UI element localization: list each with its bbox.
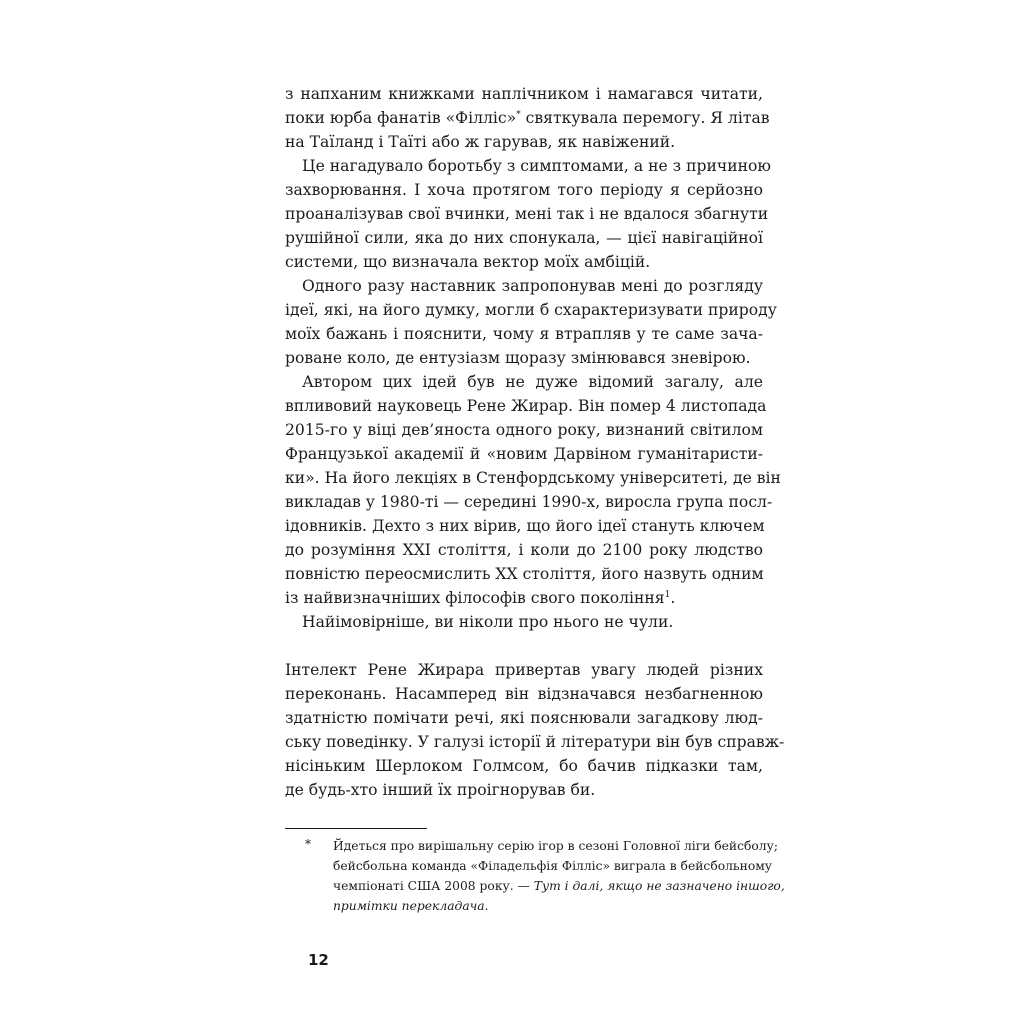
text-line: повністю переосмислить XX століття, його назвуть одним	[285, 565, 764, 583]
footnote-mark: *	[305, 837, 311, 851]
text-line: рушійної сили, яка до них спонукала, — цієї навігаційної	[285, 229, 763, 247]
text-line: Французької академії й «новим Дарвіном гуманітаристи-	[285, 445, 763, 463]
text-line: поки юрба фанатів «Філліс»* святкувала перемогу. Я літав	[285, 109, 770, 127]
text-line: на Таїланд і Таїті або ж гарував, як навіжений.	[285, 133, 676, 151]
text-line: роване коло, де ентузіазм щоразу змінювався зневірою.	[285, 349, 751, 367]
footnote-divider	[285, 828, 427, 829]
text-line: де будь-хто інший їх проігнорував би.	[285, 781, 596, 799]
text-line: 2015-го у віці дев’яноста одного року, визнаний світилом	[285, 421, 763, 439]
footnote-line: бейсбольна команда «Філадельфія Філліс» виграла в бейсбольному	[333, 859, 773, 873]
text-line: Одного разу наставник запропонував мені до розгляду	[302, 277, 763, 295]
text-line: ки». На його лекціях в Стенфордському університеті, де він	[285, 469, 781, 487]
page-number: 12	[308, 951, 329, 969]
text-line: Інтелект Рене Жирара привертав увагу людей різних	[285, 661, 763, 679]
text-line: ську поведінку. У галузі історії й літератури він був справж-	[285, 733, 785, 751]
text-line: здатністю помічати речі, які пояснювали загадкову люд-	[285, 709, 763, 727]
text-line: проаналізував свої вчинки, мені так і не вдалося збагнути	[285, 205, 769, 223]
text-line: ідеї, які, на його думку, могли б схарактеризувати природу	[285, 301, 777, 319]
footnote-ref: *	[516, 110, 521, 120]
text-line: моїх бажань і пояснити, чому я втрапляв у те саме зача-	[285, 325, 763, 343]
footnote-line: примітки перекладача.	[333, 899, 489, 913]
text-line: із найвизначніших філософів свого покоління$^1$.	[285, 589, 676, 607]
footnote-line: Йдеться про вирішальну серію ігор в сезоні Головної ліги бейсболу;	[333, 839, 778, 853]
text-line: захворювання. І хоча протягом того періоду я серйозно	[285, 181, 763, 199]
footnote-ref: 1	[664, 590, 671, 600]
text-line: Це нагадувало боротьбу з симптомами, а не з причиною	[302, 157, 771, 175]
footnote-line: чемпіонаті США 2008 року. — Тут і далі, якщо не зазначено іншого,	[333, 879, 785, 893]
text-line: системи, що визначала вектор моїх амбіцій.	[285, 253, 651, 271]
text-line: Автором цих ідей був не дуже відомий загалу, але	[302, 373, 763, 391]
text-line: до розуміння XXI століття, і коли до 2100 року людство	[285, 541, 763, 559]
text-line: впливовий науковець Рене Жирар. Він помер 4 листопада	[285, 397, 767, 415]
text-line: Найімовірніше, ви ніколи про нього не чули.	[302, 613, 674, 631]
text-line: з напханим книжками наплічником і намагався читати,	[285, 85, 763, 103]
text-line: переконань. Насамперед він відзначався незбагненною	[285, 685, 763, 703]
text-line: нісіньким Шерлоком Голмсом, бо бачив підказки там,	[285, 757, 763, 775]
text-line: ідовників. Дехто з них вірив, що його ідеї стануть ключем	[285, 517, 765, 535]
text-line: викладав у 1980-ті — середині 1990-х, виросла група посл-	[285, 493, 773, 511]
